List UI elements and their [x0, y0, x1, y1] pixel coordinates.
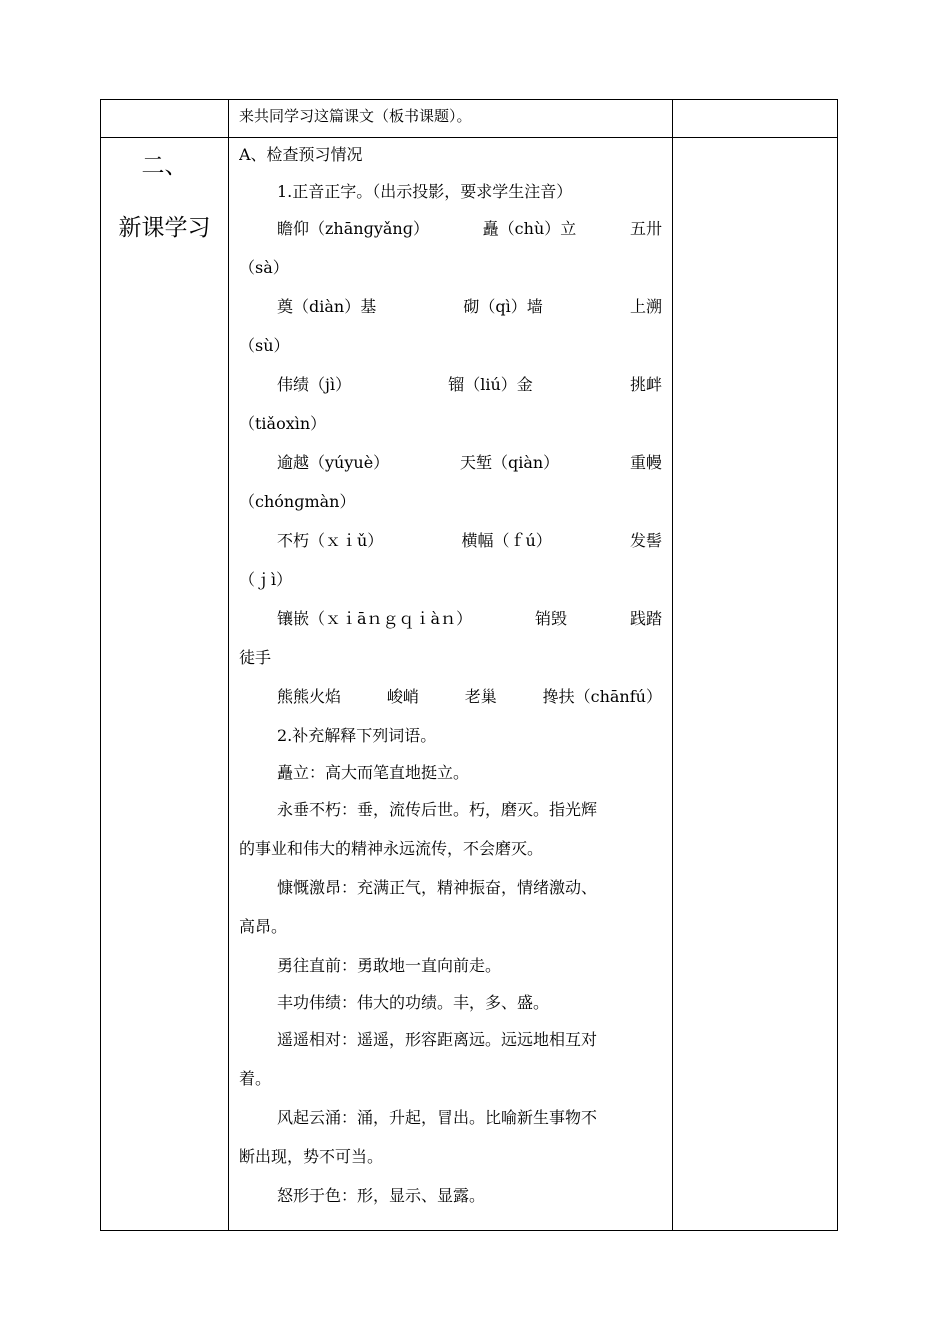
intro-text: 来共同学习这篇课文（板书课题）。 — [239, 107, 472, 125]
content-line: 1.正音正字。（出示投影，要求学生注音） — [277, 182, 573, 201]
content-line: 勇往直前：勇敢地一直向前走。 — [277, 956, 502, 975]
pinyin-word: 天堑（qiàn） — [459, 453, 560, 472]
content-line: 怒形于色：形，显示、显露。 — [277, 1186, 486, 1205]
pinyin-word: 瞻仰（zhānɡyǎnɡ） — [277, 219, 429, 238]
pinyin-line — [239, 292, 662, 331]
notes-cell — [673, 100, 838, 138]
pinyin-word: 砌（qì）墙 — [463, 297, 543, 316]
content-line: 高昂。 — [239, 917, 288, 936]
pinyin-line — [239, 604, 662, 643]
content-line: 遥遥相对：遥遥，形容距离远。远远地相互对 — [277, 1030, 598, 1049]
content-line: A、检查预习情况 — [239, 145, 363, 164]
content-cell — [229, 100, 673, 138]
content-line: 的事业和伟大的精神永远流传，不会磨灭。 — [239, 839, 544, 858]
content-line: 着。 — [239, 1069, 272, 1088]
content-line: （tiǎoxìn） — [239, 414, 327, 433]
pinyin-line — [239, 370, 662, 409]
pinyin-line — [239, 526, 662, 565]
lesson-plan-table — [100, 99, 838, 1231]
pinyin-word: 不朽（ｘｉǔ） — [277, 531, 384, 550]
notes-cell — [673, 138, 838, 1231]
content-line: 断出现，势不可当。 — [239, 1147, 384, 1166]
content-line: 2.补充解释下列词语。 — [277, 726, 437, 745]
pinyin-word: 矗（chù）立 — [482, 219, 577, 238]
table-row — [101, 100, 838, 138]
content-line: （ｊì） — [239, 570, 293, 589]
section-cell — [101, 138, 229, 1231]
pinyin-word: 五卅 — [629, 219, 662, 238]
pinyin-word: 逾越（yúyuè） — [277, 453, 390, 472]
pinyin-word: 销毁 — [535, 609, 568, 628]
lesson-content — [229, 138, 672, 1218]
pinyin-word: 奠（diàn）基 — [277, 297, 377, 316]
pinyin-word: 老巢 — [464, 687, 497, 706]
content-line: 徒手 — [239, 648, 272, 667]
pinyin-word: 践踏 — [629, 609, 662, 628]
content-line: 永垂不朽：垂，流传后世。朽，磨灭。指光辉 — [277, 800, 598, 819]
pinyin-word: 峻峭 — [386, 687, 419, 706]
pinyin-word: 伟绩（jì） — [277, 375, 352, 394]
pinyin-word: 镶嵌（ｘｉāｎｇｑｉàｎ） — [277, 609, 473, 628]
content-line: 丰功伟绩：伟大的功绩。丰，多、盛。 — [277, 993, 550, 1012]
content-cell — [229, 138, 673, 1231]
pinyin-line — [239, 448, 662, 487]
pinyin-word: 镏（liú）金 — [448, 375, 533, 394]
pinyin-word: 搀扶（chānfú） — [542, 687, 662, 706]
content-line: （sù） — [239, 336, 290, 355]
pinyin-word: 发髻 — [629, 531, 662, 550]
pinyin-word: 重幔 — [629, 453, 662, 472]
pinyin-word: 上溯 — [629, 297, 662, 316]
pinyin-word: 挑衅 — [629, 375, 662, 394]
table-row — [101, 138, 838, 1231]
section-cell-empty — [101, 100, 229, 138]
pinyin-word: 横幅（ｆú） — [461, 531, 552, 550]
content-line: 慷慨激昂：充满正气，精神振奋，情绪激动、 — [277, 878, 598, 897]
pinyin-line — [239, 214, 662, 253]
pinyin-word: 熊熊火焰 — [277, 687, 342, 706]
pinyin-line — [239, 682, 662, 721]
content-line: （chónɡmàn） — [239, 492, 356, 511]
content-line: 风起云涌：涌，升起，冒出。比喻新生事物不 — [277, 1108, 598, 1127]
section-number: 二、 — [141, 153, 188, 179]
content-line: 矗立：高大而笔直地挺立。 — [277, 763, 470, 782]
section-name: 新课学习 — [118, 215, 211, 241]
content-line: （sà） — [239, 258, 289, 277]
